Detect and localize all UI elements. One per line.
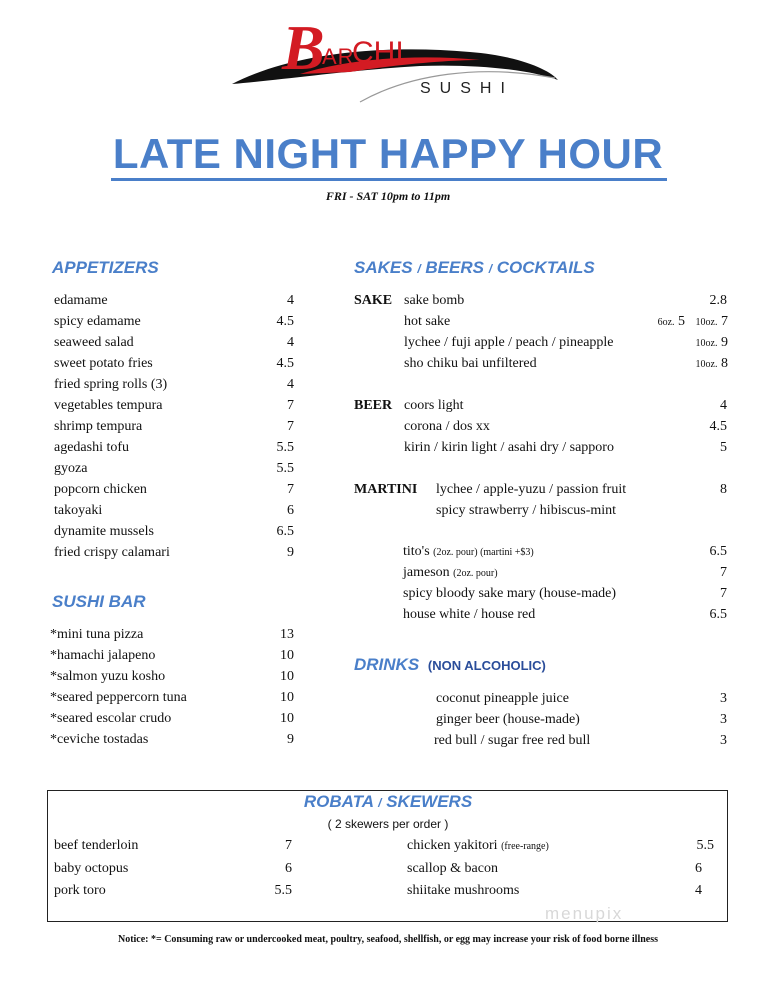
sushi-bar-heading: SUSHI BAR bbox=[52, 592, 146, 611]
drink-item: ginger beer (house-made) bbox=[436, 712, 580, 727]
menu-item-price: 10 bbox=[280, 690, 294, 705]
menu-row bbox=[54, 374, 294, 395]
menu-row bbox=[54, 311, 294, 332]
sake-price bbox=[660, 353, 728, 375]
menu-item-name: spicy edamame bbox=[54, 314, 141, 329]
menu-item-price: 4 bbox=[287, 293, 294, 308]
beer-item: coors light bbox=[404, 398, 464, 413]
robata-note-inline: (free-range) bbox=[501, 841, 549, 852]
menu-row bbox=[54, 353, 294, 374]
cocktail-price: 6.5 bbox=[709, 607, 727, 622]
beer-item: kirin / kirin light / asahi dry / sapporo bbox=[404, 440, 614, 455]
martini-item: spicy strawberry / hibiscus-mint bbox=[436, 503, 617, 518]
sushi-bar-list bbox=[50, 624, 294, 750]
beer-price: 5 bbox=[720, 440, 727, 455]
cocktail-item bbox=[403, 562, 498, 584]
menu-item-name: fried spring rolls (3) bbox=[54, 377, 168, 392]
size-label: 10oz. bbox=[695, 359, 718, 370]
menu-item-price: 4 bbox=[287, 335, 294, 350]
restaurant-logo bbox=[230, 14, 560, 106]
menu-item-name: agedashi tofu bbox=[54, 440, 130, 455]
menu-row bbox=[54, 479, 294, 500]
size-label: 10oz. bbox=[695, 317, 718, 328]
menu-item-price: 7 bbox=[287, 419, 294, 434]
menu-row bbox=[50, 624, 294, 645]
menu-item-name: *seared peppercorn tuna bbox=[50, 690, 187, 705]
sake-item: sho chiku bai unfiltered bbox=[404, 356, 537, 371]
menu-item-price: 6.5 bbox=[276, 524, 294, 539]
logo-ar: AR bbox=[322, 44, 355, 69]
drink-price: 3 bbox=[720, 712, 727, 727]
menu-item-price: 7 bbox=[287, 398, 294, 413]
beer-price: 4.5 bbox=[709, 419, 727, 434]
robata-price: 5.5 bbox=[274, 883, 292, 898]
menu-item-name: edamame bbox=[54, 293, 108, 308]
menu-row bbox=[50, 666, 294, 687]
appetizers-heading: APPETIZERS bbox=[52, 258, 159, 277]
price-value: 9 bbox=[721, 335, 728, 350]
size-label: 6oz. bbox=[657, 317, 675, 328]
drinks-heading-main: DRINKS bbox=[354, 655, 420, 674]
heading-beers: BEERS bbox=[425, 258, 484, 277]
heading-robata: ROBATA bbox=[303, 792, 374, 811]
heading-slash: / bbox=[378, 796, 382, 810]
cocktail-name: jameson bbox=[403, 565, 450, 580]
martini-price: 8 bbox=[720, 482, 727, 497]
menu-item-name: takoyaki bbox=[54, 503, 103, 518]
drink-price: 3 bbox=[720, 733, 727, 748]
menu-item-name: sweet potato fries bbox=[54, 356, 153, 371]
menu-row bbox=[50, 729, 294, 750]
menu-item-price: 13 bbox=[280, 627, 294, 642]
beer-label: BEER bbox=[354, 398, 393, 413]
martini-label: MARTINI bbox=[354, 482, 418, 497]
menu-item-price: 5.5 bbox=[276, 461, 294, 476]
price-value: 8 bbox=[721, 356, 728, 371]
logo-chi: CHI bbox=[352, 36, 404, 69]
heading-slash: / bbox=[488, 262, 493, 276]
martini-item: lychee / apple-yuzu / passion fruit bbox=[436, 482, 627, 497]
logo-letter-b: B bbox=[282, 12, 325, 83]
robata-item: shiitake mushrooms bbox=[407, 883, 520, 898]
menu-row bbox=[54, 332, 294, 353]
menu-row bbox=[54, 290, 294, 311]
robata-item: baby octopus bbox=[54, 861, 129, 876]
sake-price bbox=[660, 332, 728, 354]
menu-item-name: seaweed salad bbox=[54, 335, 134, 350]
sake-item: hot sake bbox=[404, 314, 451, 329]
menu-row bbox=[54, 416, 294, 437]
logo-sushi: SUSHI bbox=[420, 80, 514, 97]
menu-item-name: *mini tuna pizza bbox=[50, 627, 144, 642]
menu-row bbox=[54, 458, 294, 479]
cocktail-price: 7 bbox=[720, 586, 727, 601]
cocktail-price: 7 bbox=[720, 565, 727, 580]
menu-item-price: 9 bbox=[287, 732, 294, 747]
robata-price: 5.5 bbox=[696, 838, 714, 853]
menu-row bbox=[54, 395, 294, 416]
heading-cocktails: COCKTAILS bbox=[496, 258, 595, 277]
price-value: 7 bbox=[721, 314, 728, 329]
cocktail-note: (2oz. pour) (martini +$3) bbox=[433, 547, 534, 558]
sake-label: SAKE bbox=[354, 293, 393, 308]
menu-item-price: 5.5 bbox=[276, 440, 294, 455]
menu-item-price: 9 bbox=[287, 545, 294, 560]
drinks-heading-sub: (NON ALCOHOLIC) bbox=[427, 658, 546, 673]
drink-price: 3 bbox=[720, 691, 727, 706]
menu-item-name: vegetables tempura bbox=[54, 398, 163, 413]
sake-price: 2.8 bbox=[709, 293, 727, 308]
robata-price: 6 bbox=[285, 861, 292, 876]
robata-price: 4 bbox=[695, 883, 702, 898]
robata-item: pork toro bbox=[54, 883, 106, 898]
menu-item-price: 10 bbox=[280, 669, 294, 684]
watermark-text: menupix bbox=[545, 904, 624, 923]
menu-item-price: 6 bbox=[287, 503, 294, 518]
drinks-heading bbox=[354, 655, 546, 675]
drink-item: coconut pineapple juice bbox=[436, 691, 569, 706]
menu-row bbox=[50, 645, 294, 666]
sake-item: lychee / fuji apple / peach / pineapple bbox=[404, 335, 614, 350]
menu-row bbox=[54, 500, 294, 521]
hours-text: FRI - SAT 10pm to 11pm bbox=[325, 189, 451, 203]
heading-skewers: SKEWERS bbox=[386, 792, 473, 811]
menu-item-name: *seared escolar crudo bbox=[50, 711, 172, 726]
cocktail-item: spicy bloody sake mary (house-made) bbox=[403, 586, 617, 601]
menu-item-price: 4 bbox=[287, 377, 294, 392]
menu-item-price: 4.5 bbox=[276, 314, 294, 329]
robata-name: chicken yakitori bbox=[407, 838, 498, 853]
sakes-beers-cocktails-heading bbox=[354, 258, 595, 278]
menu-item-name: *salmon yuzu kosho bbox=[50, 669, 166, 684]
drink-item: red bull / sugar free red bull bbox=[434, 733, 591, 748]
cocktail-item: house white / house red bbox=[403, 607, 536, 622]
menu-item-price: 10 bbox=[280, 711, 294, 726]
heading-sakes: SAKES bbox=[354, 258, 413, 277]
robata-item: scallop & bacon bbox=[407, 861, 498, 876]
menu-item-name: gyoza bbox=[54, 461, 88, 476]
menu-item-price: 4.5 bbox=[276, 356, 294, 371]
menu-item-name: dynamite mussels bbox=[54, 524, 154, 539]
robata-item bbox=[407, 835, 549, 857]
menu-item-price: 10 bbox=[280, 648, 294, 663]
menu-row bbox=[50, 708, 294, 729]
robata-price: 6 bbox=[695, 861, 702, 876]
sake-price bbox=[560, 311, 728, 333]
menu-item-name: fried crispy calamari bbox=[54, 545, 170, 560]
menu-row bbox=[50, 687, 294, 708]
robata-item: beef tenderloin bbox=[54, 838, 139, 853]
cocktail-name: tito's bbox=[403, 544, 430, 559]
title-underline bbox=[111, 178, 667, 181]
sake-item: sake bomb bbox=[404, 293, 465, 308]
menu-item-name: shrimp tempura bbox=[54, 419, 143, 434]
menu-row bbox=[54, 542, 294, 563]
price-value: 5 bbox=[678, 314, 686, 329]
menu-row bbox=[54, 521, 294, 542]
cocktail-note: (2oz. pour) bbox=[453, 568, 498, 579]
page-title: LATE NIGHT HAPPY HOUR bbox=[112, 130, 664, 177]
menu-item-name: popcorn chicken bbox=[54, 482, 147, 497]
menu-item-price: 7 bbox=[287, 482, 294, 497]
robata-note: ( 2 skewers per order ) bbox=[327, 817, 449, 831]
heading-slash: / bbox=[417, 262, 421, 276]
cocktail-price: 6.5 bbox=[709, 544, 727, 559]
appetizers-list bbox=[54, 290, 294, 563]
robata-price: 7 bbox=[285, 838, 292, 853]
robata-heading bbox=[0, 792, 776, 812]
beer-price: 4 bbox=[720, 398, 727, 413]
beer-item: corona / dos xx bbox=[404, 419, 490, 434]
menu-row bbox=[54, 437, 294, 458]
notice-text: Notice: *= Consuming raw or undercooked meat, poultry, seafood, shellfish, or egg may increase your risk of food borne illness bbox=[117, 934, 659, 945]
menu-item-name: *ceviche tostadas bbox=[50, 732, 149, 747]
menu-item-name: *hamachi jalapeno bbox=[50, 648, 156, 663]
cocktail-item bbox=[403, 541, 534, 563]
size-label: 10oz. bbox=[695, 338, 718, 349]
